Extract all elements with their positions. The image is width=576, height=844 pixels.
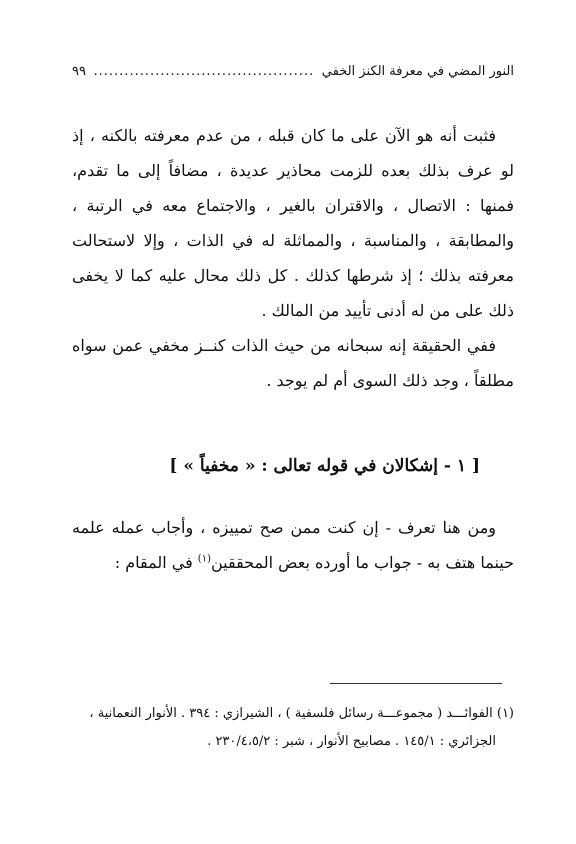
paragraph-3 <box>72 510 514 580</box>
leader-dots: ........................................... <box>93 64 315 79</box>
paragraph-3-text: ومن هنا تعرف - إن كنت ممن صح تمييزه ، وأجاب عمله علمه حينما هتف به - جواب ما أورده بعض المحققين <box>72 518 514 572</box>
footnote <box>72 700 514 756</box>
footnote-reference: (١) <box>197 553 211 565</box>
section-heading: [ ١ - إشكالان في قوله تعالى : « مخفياً » ] <box>169 456 480 476</box>
main-text <box>72 118 514 398</box>
footnote-line-1: (١) الفوائـــد ( مجموعـــة رسائل فلسفية ) ، الشيرازي : ٣٩٤ . الأنوار النعمانية ، <box>89 706 514 721</box>
main-text-continued <box>72 510 514 580</box>
page-number: ٩٩ <box>72 64 86 79</box>
footnote-line-2: الجزائري : ١٤٥/١ . مصابيح الأنوار ، شبر : ٢٣٠/٤،٥/٢ . <box>207 734 496 749</box>
paragraph-3-tail: في المقام : <box>114 553 198 572</box>
running-header-title: النور المضي في معرفة الكنز الخفي <box>321 64 514 79</box>
paragraph-2: ففي الحقيقة إنه سبحانه من حيث الذات كنــز مخفي عمن سواه مطلقاً ، وجد ذلك السوى أم لم يوجد . <box>72 336 514 390</box>
running-header <box>72 64 514 86</box>
footnote-separator <box>330 683 502 684</box>
paragraph-1: فثبت أنه هو الآن على ما كان قبله ، من عدم معرفته بالكنه ، إذ لو عرف بذلك بعده للزمت محاذير عديدة ، مضافاً إلى ما تقدم، فمنها : الاتصال ، والاقتران بالغير ، والاجتماع معه في الرتبة ، والمطابقة ، والمناسبة ، والمماثلة له في الذات ، وإلا لاستحالت معرفته بذلك ؛ إذ شرطها كذلك . كل ذلك محال عليه كما لا يخفى ذلك على من له أدنى تأييد من المالك . <box>72 126 514 320</box>
